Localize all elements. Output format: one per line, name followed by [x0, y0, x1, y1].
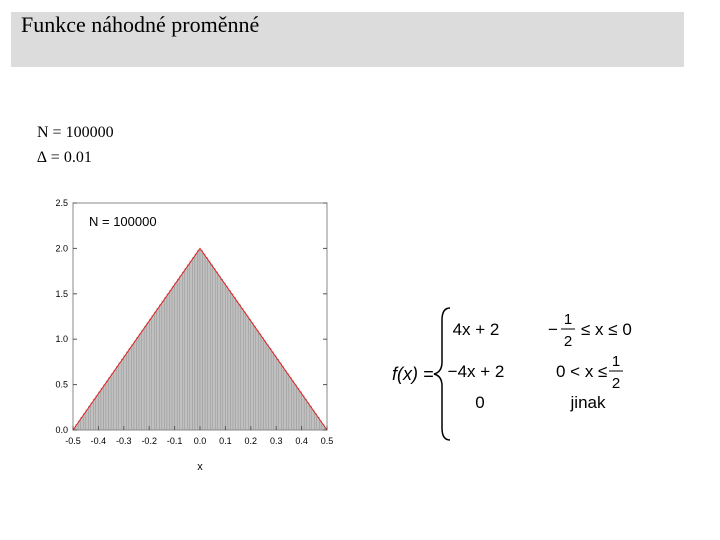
histogram-bar-89: [299, 392, 302, 430]
x-tick-label: 0.0: [193, 436, 207, 446]
histogram-bar-83: [284, 370, 287, 430]
histogram-bar-64: [236, 301, 239, 430]
histogram-bar-86: [291, 381, 294, 430]
histogram-bar-92: [307, 403, 310, 430]
histogram-bar-38: [170, 290, 173, 430]
y-tick-label: 2.5: [55, 198, 68, 208]
histogram-bar-52: [205, 257, 208, 430]
histogram-bar-61: [228, 290, 231, 430]
histogram-bar-8: [93, 399, 96, 430]
histogram-bar-45: [187, 265, 190, 430]
histogram-bar-40: [175, 283, 178, 430]
histogram-bar-20: [124, 356, 127, 430]
histogram-bar-87: [294, 385, 297, 430]
chart-annotation: N = 100000: [89, 214, 157, 229]
y-tick-label: 1.0: [55, 334, 68, 345]
histogram-bar-9: [96, 395, 99, 430]
histogram-bar-14: [109, 377, 112, 430]
histogram-bar-18: [119, 363, 122, 430]
case3-condition: jinak: [570, 393, 606, 412]
histogram-chart: [40, 195, 340, 480]
histogram-bar-94: [312, 410, 315, 430]
case1-expression: 4x + 2: [452, 320, 500, 339]
y-tick-label: 1.5: [55, 288, 68, 299]
histogram-bar-39: [172, 287, 175, 430]
histogram-bar-72: [256, 330, 259, 430]
histogram-bar-42: [180, 276, 183, 430]
slide-title: Funkce náhodné proměnné: [21, 12, 260, 37]
histogram-bar-11: [101, 388, 104, 430]
histogram-bar-13: [106, 381, 109, 430]
histogram-bar-53: [208, 261, 211, 430]
histogram-bar-31: [152, 316, 155, 430]
histogram-bar-58: [220, 279, 223, 430]
histogram-bar-6: [88, 406, 91, 430]
histogram-bar-67: [243, 312, 246, 430]
histogram-bar-10: [98, 392, 101, 430]
histogram-bar-32: [154, 312, 157, 430]
case3-expression: 0: [475, 393, 485, 412]
case1-minus: −: [548, 320, 558, 339]
histogram-bar-74: [261, 337, 264, 430]
histogram-bar-7: [91, 403, 94, 430]
x-tick-label: 0.4: [295, 436, 308, 446]
histogram-bar-70: [251, 323, 254, 430]
histogram-bar-59: [223, 283, 226, 430]
x-tick-label: -0.2: [141, 436, 157, 446]
x-tick-label: -0.1: [166, 436, 183, 446]
histogram-bar-19: [121, 359, 124, 430]
x-axis-label: x: [197, 461, 203, 473]
histogram-bar-65: [238, 305, 241, 430]
x-tick-label: -0.4: [90, 436, 107, 446]
case2-expression: −4x + 2: [447, 362, 505, 381]
histogram-bar-12: [103, 385, 106, 430]
histogram-bar-79: [274, 356, 277, 430]
histogram-bar-41: [177, 279, 180, 430]
histogram-bar-36: [164, 297, 167, 430]
x-tick-label: 0.3: [269, 436, 283, 446]
histogram-bar-81: [279, 363, 282, 430]
histogram-bar-26: [139, 334, 142, 430]
case1-condition: ≤ x ≤ 0: [581, 320, 632, 339]
formula-lhs: f(x) =: [392, 364, 434, 384]
histogram-bar-24: [134, 341, 137, 430]
histogram-bar-60: [225, 287, 228, 430]
histogram-bar-44: [185, 268, 188, 430]
histogram-bar-85: [289, 377, 292, 430]
histogram-bar-69: [248, 319, 251, 430]
case1-frac-num: 1: [563, 311, 573, 328]
histogram-bar-62: [230, 294, 233, 430]
histogram-bar-80: [276, 359, 279, 430]
histogram-bar-57: [218, 276, 221, 430]
histogram-bar-30: [149, 319, 152, 430]
histogram-bar-34: [159, 305, 162, 430]
histogram-bar-84: [286, 374, 289, 430]
case2-condition: 0 < x ≤: [556, 362, 608, 381]
histogram-bar-88: [297, 388, 300, 430]
case2-frac-num: 1: [611, 353, 621, 370]
histogram-bar-68: [246, 316, 249, 430]
sample-count-label: N = 100000: [37, 124, 114, 141]
histogram-bar-78: [271, 352, 274, 430]
case2-frac-den: 2: [611, 375, 621, 392]
histogram-bar-21: [126, 352, 129, 430]
y-tick-label: 0.5: [55, 379, 68, 390]
x-tick-label: -0.3: [116, 436, 132, 446]
bin-width-label: ∆ = 0.01: [37, 149, 92, 166]
histogram-bar-47: [192, 257, 195, 430]
histogram-bar-49: [197, 250, 200, 430]
histogram-bar-90: [302, 395, 305, 430]
histogram-bar-54: [210, 265, 213, 430]
histogram-bar-71: [253, 326, 256, 430]
histogram-bar-15: [111, 374, 114, 430]
histogram-bar-77: [269, 348, 272, 430]
histogram-bar-91: [304, 399, 307, 430]
histogram-bar-5: [86, 410, 89, 430]
histogram-bar-17: [116, 366, 119, 430]
x-tick-label: 0.5: [320, 436, 334, 446]
histogram-bar-73: [258, 334, 261, 430]
histogram-bar-37: [167, 294, 170, 430]
histogram-bar-76: [266, 345, 269, 430]
histogram-bar-55: [213, 268, 216, 430]
histogram-bar-93: [309, 406, 312, 430]
histogram-bar-4: [83, 414, 86, 430]
histogram-bar-46: [190, 261, 193, 430]
histogram-bar-28: [144, 326, 147, 430]
histogram-bar-23: [131, 345, 134, 430]
histogram-bar-66: [241, 308, 244, 430]
histogram-bar-16: [114, 370, 117, 430]
case1-frac-den: 2: [563, 333, 573, 350]
histogram-bars: [73, 250, 327, 430]
histogram-bar-22: [129, 348, 132, 430]
pdf-formula: [388, 300, 648, 445]
y-tick-label: 2.0: [55, 243, 68, 254]
histogram-bar-63: [233, 297, 236, 430]
histogram-bar-29: [147, 323, 150, 430]
histogram-bar-95: [314, 414, 317, 430]
histogram-bar-48: [195, 254, 198, 430]
histogram-bar-43: [182, 272, 185, 430]
histogram-bar-82: [281, 366, 284, 430]
histogram-bar-75: [264, 341, 267, 430]
histogram-bar-35: [162, 301, 165, 430]
x-tick-label: 0.1: [219, 436, 232, 446]
histogram-bar-25: [137, 337, 140, 430]
histogram-bar-27: [142, 330, 145, 430]
histogram-bar-51: [203, 254, 206, 430]
x-tick-label: 0.2: [244, 436, 258, 446]
y-tick-label: 0.0: [55, 425, 68, 435]
x-tick-label: -0.5: [65, 436, 81, 446]
histogram-bar-33: [157, 308, 160, 430]
histogram-bar-50: [200, 250, 203, 430]
histogram-bar-56: [215, 272, 218, 430]
